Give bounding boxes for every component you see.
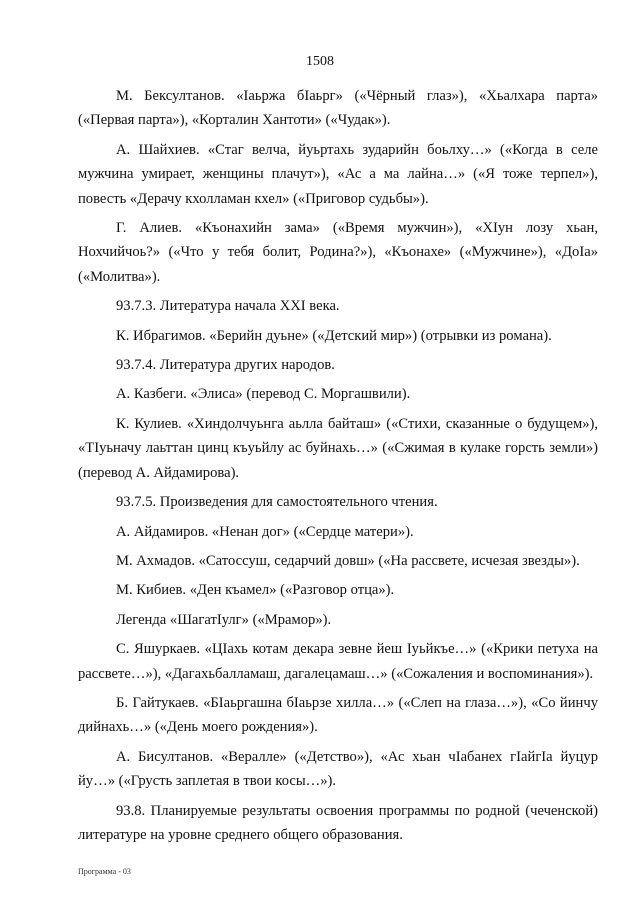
section-heading: 93.7.5. Произведения для самостоятельного чтения. (116, 494, 438, 511)
section-heading: 93.7.4. Литература других народов. (116, 357, 335, 374)
paragraph: М. Ахмадов. «Сатоссуш, седарчий довш» («На рассвете, исчезая звезды»). (116, 552, 580, 569)
paragraph: А. Бисултанов. «Beралле» («Детство»), «Ас хьан чIабанех гIайгIа йуцур йу…» («Грусть заплетая в твои косы…»). (78, 748, 598, 790)
paragraph: С. Яшуркаев. «ЦIахь котам декара зевне йеш Iуьйкъе…» («Крики петуха на рассвете…»), «Дагахьбалламаш, дагалецамаш…» («Сожаления и воспоминания»). (78, 641, 598, 682)
footer-label: Программа - 03 (78, 867, 131, 876)
paragraph: Г. Алиев. «Къонахийн зама» («Время мужчин»), «ХIун лозу хьан, Нохчийчоь?» («Что у тебя болит, Родина?»), «Къонахе» («Мужчине»), «ДоIа» («Молитва»). (78, 220, 598, 285)
document-body (78, 84, 598, 852)
paragraph: М. Кибиев. «Ден къамел» («Разговор отца»). (116, 582, 395, 599)
paragraph: А. Айдамиров. «Ненан дог» («Сердце матери»). (116, 523, 414, 540)
page-number: 1508 (306, 54, 334, 69)
paragraph: Легенда «ШагатIулг» («Мрамор»). (116, 611, 332, 628)
section-heading: 93.8. Планируемые результаты освоения программы по родной (чеченской) литературе на уровне среднего общего образования. (78, 802, 598, 843)
paragraph: К. Ибрагимов. «Берийн дуьне» («Детский мир») (отрывки из романа). (116, 327, 552, 344)
paragraph: М. Бексултанов. «Іаьржа бІаьрг» («Чёрный глаз»), «Хьалхара парта» («Первая парта»), «Корталин Хантоти» («Чудак»). (78, 88, 598, 129)
paragraph: А. Шайхиев. «Стаг велча, йуьртахь зударийн боьлху…» («Когда в селе мужчина умирает, женщины плачут»), «Ас а ма лайна…» («Я тоже терпел»), повесть «Дерачу кхолламан кхел» («Приговор судьбы»). (78, 141, 598, 207)
paragraph: А. Казбеги. «Элиса» (перевод С. Моргашвили). (116, 386, 411, 403)
section-heading: 93.7.3. Литература начала XXI века. (116, 298, 340, 315)
paragraph: Б. Гайтукаев. «БIаьргашна бIаьрзе хилла…» («Слеп на глаза…»), «Со йинчу дийнахь…» («День моего рождения»). (78, 694, 598, 736)
paragraph: К. Кулиев. «Хиндолчуьнга аьлла байташ» («Стихи, сказанные о будущем»), «ТIуьначу лаьттан цинц къуьйлу ас буйнахь…» («Сжимая в кулаке горсть земли») (перевод А. Айдамирова). (78, 415, 598, 481)
